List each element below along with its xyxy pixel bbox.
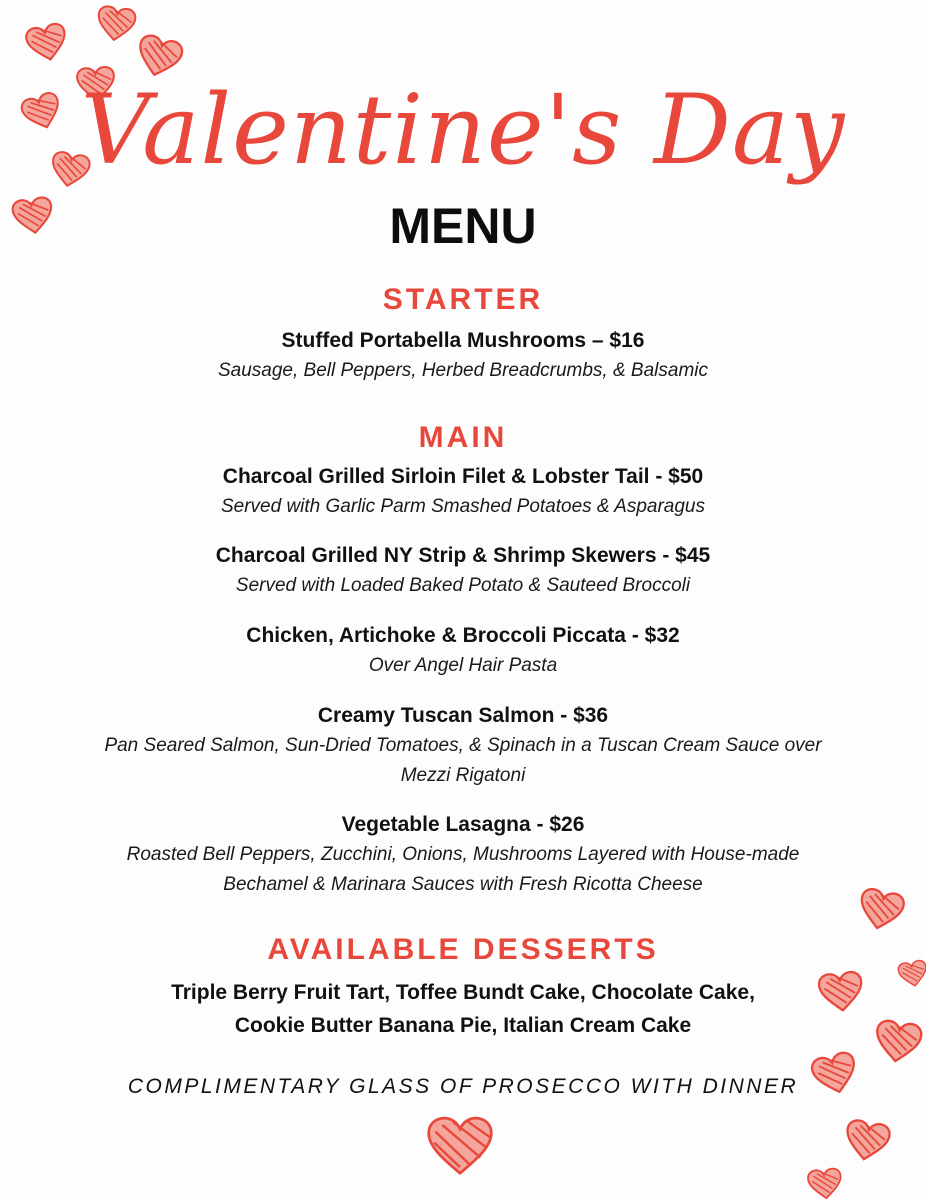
heart-icon [426, 1114, 494, 1178]
menu-item-description: Over Angel Hair Pasta [368, 655, 558, 676]
page-title-script: Valentine's Day [80, 74, 846, 186]
menu-item-name: Charcoal Grilled NY Strip & Shrimp Skewers - $45 [215, 544, 711, 567]
menu-item-description: Roasted Bell Peppers, Zucchini, Onions, Mushrooms Layered with House-made Bechamel & Marinara Sauces with Fresh Ricotta Cheese [126, 844, 800, 895]
menu-item [0, 541, 926, 601]
menu-item-description: Served with Garlic Parm Smashed Potatoes & Asparagus [220, 496, 706, 517]
menu-item [0, 326, 926, 386]
heart-icon [840, 1112, 894, 1169]
desserts-list [0, 976, 926, 1042]
menu-item [0, 621, 926, 681]
menu-item-name: Chicken, Artichoke & Broccoli Piccata - $32 [246, 624, 680, 647]
complimentary-note: COMPLIMENTARY GLASS OF PROSECCO WITH DINNER [127, 1075, 799, 1098]
menu-item-description: Sausage, Bell Peppers, Herbed Breadcrumbs, & Balsamic [217, 360, 709, 381]
menu-item-name: Stuffed Portabella Mushrooms – $16 [281, 329, 645, 352]
menu-item-name: Creamy Tuscan Salmon - $36 [317, 704, 609, 727]
desserts-line: Triple Berry Fruit Tart, Toffee Bundt Cake, Chocolate Cake, [171, 981, 755, 1004]
desserts-line: Cookie Butter Banana Pie, Italian Cream Cake [234, 1014, 692, 1037]
heart-icon [94, 3, 139, 44]
menu-item-name: Charcoal Grilled Sirloin Filet & Lobster Tail - $50 [222, 465, 704, 488]
section-heading-desserts: AVAILABLE DESSERTS [267, 933, 659, 966]
section-heading-starter: STARTER [382, 283, 544, 316]
menu-item [0, 701, 926, 791]
menu-item-name: Vegetable Lasagna - $26 [341, 813, 585, 836]
menu-item [0, 810, 926, 900]
menu-item [0, 462, 926, 522]
heart-icon [23, 20, 72, 66]
page-title-menu: MENU [389, 198, 537, 254]
menu-item-description: Pan Seared Salmon, Sun-Dried Tomatoes, & Spinach in a Tuscan Cream Sauce over Mezzi Rigatoni [104, 735, 822, 786]
heart-icon [800, 1166, 849, 1202]
section-heading-main: MAIN [418, 421, 508, 454]
menu-item-description: Served with Loaded Baked Potato & Sauteed Broccoli [235, 575, 691, 596]
